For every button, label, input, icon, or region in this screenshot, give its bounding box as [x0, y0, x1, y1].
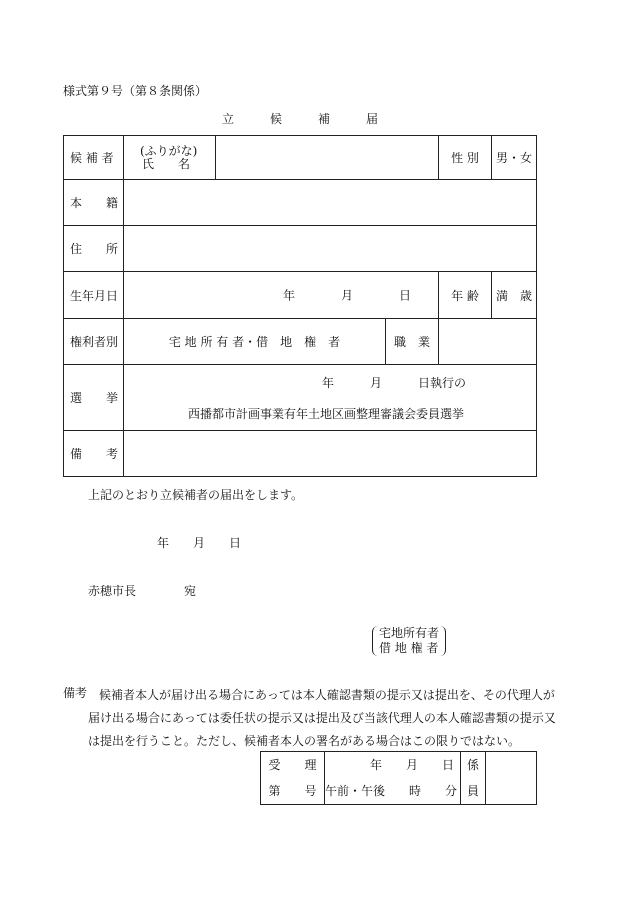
sex-label: 性 別 — [439, 136, 492, 180]
age-label: 年 齢 — [439, 272, 492, 319]
receipt-table — [260, 751, 537, 805]
receipt-datetime[interactable] — [325, 752, 461, 805]
remarks-text: 候補者本人が届け出る場合にあっては本人確認書類の提示又は提出を、その代理人が届け出る場合にあっては委任状の提示又は提出及び当該代理人の本人確認書類の提示又は提出を行うこと。ただし、候補者本人の署名がある場合はこの限りではない。 — [88, 688, 556, 748]
election-name: 西播都市計画事業有年土地区画整理審議会委員選挙 — [188, 406, 465, 421]
election-date-line: 年 月 日執行の — [322, 375, 467, 390]
receipt-number-label — [261, 752, 325, 805]
name-field[interactable] — [216, 136, 439, 180]
clerk-field[interactable] — [486, 752, 537, 805]
addressee: 赤穂市長 宛 — [88, 584, 197, 598]
remarks-label: 備 考 — [64, 431, 124, 477]
age-field[interactable]: 満 歳 — [492, 272, 537, 319]
clerk-label — [461, 752, 486, 805]
receipt-time: 午前・午後 時 分 — [325, 784, 458, 798]
remarks-heading: 備考 — [63, 686, 88, 700]
sex-options[interactable]: 男・女 — [492, 136, 537, 180]
row-address — [64, 226, 537, 272]
address-label: 住 所 — [64, 226, 124, 272]
clerk-label-bottom: 員 — [466, 784, 479, 798]
address-field[interactable] — [124, 226, 537, 272]
rights-value[interactable]: 宅 地 所 有 者・借 地 権 者 — [124, 319, 386, 365]
row-election — [64, 365, 537, 431]
row-domicile — [64, 180, 537, 226]
owner-type-bracket — [372, 626, 446, 656]
domicile-field[interactable] — [124, 180, 537, 226]
rights-label: 権利者別 — [64, 319, 124, 365]
submission-date[interactable]: 年 月 日 — [157, 536, 242, 550]
birthdate-label: 生年月日 — [64, 272, 124, 319]
form-number: 様式第９号（第８条関係） — [63, 84, 208, 98]
birthdate-field[interactable] — [124, 272, 439, 319]
row-birthdate — [64, 272, 537, 319]
occupation-field[interactable] — [439, 319, 537, 365]
owner-line-landowner: 宅地所有者 — [379, 626, 440, 640]
name-label-cell — [124, 136, 216, 180]
furigana-label: (ふりがな) — [140, 143, 198, 158]
candidate-form-table — [63, 135, 537, 477]
row-remarks — [64, 431, 537, 477]
birth-day-label: 日 — [399, 288, 412, 303]
declaration-text: 上記のとおり立候補者の届出をします。 — [88, 488, 304, 502]
receipt-date: 年 月 日 — [369, 758, 454, 772]
owner-line-leaseholder: 借 地 権 者 — [379, 641, 439, 655]
name-label: 氏 名 — [142, 156, 191, 171]
election-label: 選 挙 — [64, 365, 124, 431]
candidate-label: 候 補 者 — [64, 136, 124, 180]
row-rights — [64, 319, 537, 365]
remarks-field[interactable] — [124, 431, 537, 477]
domicile-label: 本 籍 — [64, 180, 124, 226]
clerk-label-top: 係 — [466, 758, 479, 772]
document-title: 立 候 補 届 — [222, 112, 379, 126]
receipt-label: 受 理 — [268, 758, 317, 772]
birth-year-label: 年 — [283, 288, 296, 303]
row-candidate — [64, 136, 537, 180]
occupation-label: 職 業 — [386, 319, 439, 365]
receipt-number: 第 号 — [268, 784, 317, 798]
birth-month-label: 月 — [341, 288, 354, 303]
election-field — [124, 365, 537, 431]
